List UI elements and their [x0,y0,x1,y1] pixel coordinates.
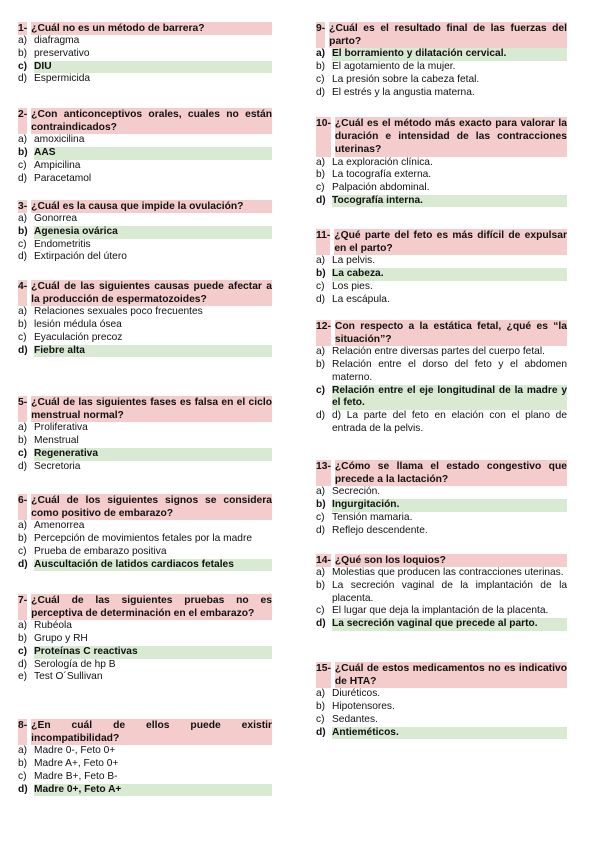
option-text: Relación entre el dorso del feto y el abdomen materno. [332,359,567,383]
option-text: preservativo [34,47,90,59]
answer-option-correct [18,226,272,239]
option-letter: c) [316,384,326,396]
option-text: Espermicida [34,73,91,85]
answer-option [316,182,567,195]
question-body: ¿Cómo se llama el estado congestivo que precede a la lactación? [334,461,567,486]
option-text: Regenerativa [34,448,272,461]
option-text: Eyaculación precoz [34,331,123,343]
option-text: Relación entre el eje longitudinal de la madre y el feto. [332,384,567,409]
answer-option [316,567,567,580]
answer-option-correct [316,618,567,631]
question-block [18,280,272,357]
answer-option [18,546,272,559]
option-text: Molestias que producen las contracciones uterinas. [332,567,564,579]
option-letter: d) [18,73,28,85]
option-letter: c) [316,605,325,617]
option-text: Fiebre alta [34,345,272,358]
option-letter: c) [18,331,27,343]
answer-option [316,580,567,605]
option-letter: c) [18,645,28,657]
answer-option [316,169,567,182]
answer-option [18,771,272,784]
answer-option-correct [316,385,567,410]
option-letter: a) [316,346,326,358]
option-text: diafragma [34,35,80,47]
option-text: Antieméticos. [332,727,567,740]
option-letter: a) [316,486,326,498]
option-text: Relación entre diversas partes del cuerpo fetal. [332,346,545,358]
question-body: ¿Cuál es el método más exacto para valorar la duración e intensidad de las contracciones uterinas? [334,118,567,156]
option-letter: d) [18,658,28,670]
option-text: Endometritis [34,238,91,250]
option-letter: d) [18,460,28,472]
answer-option [18,213,272,226]
option-letter: a) [18,134,28,146]
answer-option [316,410,567,435]
option-text: Proliferativa [34,422,88,434]
option-letter: a) [18,422,28,434]
question-number: 2- [18,108,27,134]
option-letter: a) [316,688,326,700]
option-text: Diuréticos. [332,688,381,700]
question-number: 12- [316,320,331,346]
answer-option [18,620,272,633]
question-text [18,22,272,35]
answer-option [18,319,272,332]
option-letter: c) [18,60,28,72]
option-letter: b) [316,499,326,511]
option-letter: e) [18,671,28,683]
answer-option [316,294,567,307]
option-letter: a) [316,255,326,267]
option-letter: a) [18,745,28,757]
answer-option [316,688,567,701]
question-text [18,719,272,745]
option-text: Serología de hp B [34,658,116,670]
answer-option [18,160,272,173]
question-block [316,22,567,99]
question-body: ¿Cuál es la causa que impide la ovulación? [31,200,272,213]
answer-option [18,173,272,186]
question-body: ¿Cuál de estos medicamentos no es indicativo de HTA? [334,663,567,688]
question-body: ¿Cuál de las siguientes pruebas no es perceptiva de determinación en el embarazo? [31,595,272,620]
option-letter: b) [18,225,28,237]
option-letter: d) [316,409,326,421]
answer-option [18,461,272,474]
option-text: La cabeza. [332,268,567,281]
option-letter: c) [316,511,325,523]
answer-option [316,255,567,268]
question-number: 11- [316,229,330,255]
option-text: Madre 0-, Feto 0+ [34,745,116,757]
option-text: Rubéola [34,620,72,632]
question-text [316,229,567,255]
question-block [316,320,567,435]
answer-option [18,73,272,86]
question-body: ¿Cuál no es un método de barrera? [31,22,272,35]
answer-option-correct [316,268,567,281]
option-text: Gonorrea [34,213,78,225]
answer-option [18,251,272,264]
answer-option [316,714,567,727]
option-letter: a) [316,48,326,60]
answer-option [316,157,567,170]
question-body: Con respecto a la estática fetal, ¿qué es “la situación”? [334,321,567,346]
question-text [316,117,567,157]
option-letter: d) [316,524,326,536]
answer-option-correct [18,784,272,797]
answer-option [18,520,272,533]
question-block [18,719,272,796]
question-number: 6- [18,494,27,520]
option-letter: a) [18,306,28,318]
option-letter: b) [316,701,326,713]
option-text: AAS [34,147,272,160]
question-block [316,460,567,537]
option-letter: b) [18,633,28,645]
option-letter: d) [18,344,28,356]
option-letter: c) [316,73,325,85]
answer-option [316,346,567,359]
option-letter: b) [18,758,28,770]
option-letter: a) [18,213,28,225]
option-text: Reflejo descendente. [332,524,428,536]
question-body: ¿Qué son los loquios? [335,554,567,567]
answer-option [18,533,272,546]
question-block [18,396,272,473]
question-body: ¿Cuál de las siguientes fases es falsa en el ciclo menstrual normal? [31,397,272,422]
option-letter: b) [316,359,326,371]
option-text: d) La parte del feto en elación con el plano de entrada de la pelvis. [332,409,567,434]
option-letter: c) [18,770,27,782]
answer-option-correct [316,48,567,61]
option-text: Madre 0+, Feto A+ [34,784,272,797]
option-letter: d) [316,293,326,305]
option-text: La exploración clínica. [332,156,433,168]
question-text [316,554,567,567]
option-text: amoxicilina [34,134,85,146]
answer-option-correct [316,195,567,208]
answer-option-correct [316,499,567,512]
option-letter: b) [18,435,28,447]
answer-option [18,239,272,252]
answer-option-correct [18,448,272,461]
option-text: El lugar que deja la implantación de la placenta. [332,605,549,617]
option-text: Prueba de embarazo positiva [34,545,167,557]
question-text [316,460,567,486]
answer-option [316,605,567,618]
answer-option [18,48,272,61]
question-number: 10- [316,117,331,157]
option-letter: d) [18,172,28,184]
answer-option [316,61,567,74]
question-text [18,396,272,422]
question-body: ¿Con anticonceptivos orales, cuales no están contraindicados? [31,109,272,134]
question-number: 1- [18,23,28,34]
option-text: Extirpación del útero [34,251,127,263]
answer-option [316,87,567,100]
option-letter: a) [316,567,326,579]
answer-option [18,422,272,435]
answer-option [18,134,272,147]
option-text: Palpación abdominal. [332,182,430,194]
option-text: Grupo y RH [34,633,88,645]
option-letter: c) [316,713,325,725]
question-text [18,280,272,306]
option-text: Ampicilina [34,159,81,171]
option-text: Amenorrea [34,520,85,532]
option-text: El estrés y la angustia materna. [332,86,475,98]
option-letter: d) [18,558,28,570]
option-text: Madre A+, Feto 0+ [34,758,119,770]
option-text: Madre B+, Feto B- [34,770,118,782]
option-letter: a) [316,156,326,168]
option-text: Ingurgitación. [332,499,567,512]
answer-option [18,435,272,448]
question-block [316,554,567,631]
question-block [316,229,567,306]
option-letter: a) [18,35,28,47]
option-text: DIU [34,61,272,74]
option-letter: a) [18,620,28,632]
option-text: Los pies. [332,280,373,292]
question-body: ¿En cuál de ellos puede existir incompatibilidad? [31,720,272,745]
option-letter: b) [18,47,28,59]
option-letter: b) [316,61,326,73]
question-body: ¿Cuál de los siguientes signos se considera como positivo de embarazo? [31,495,272,520]
answer-option [18,35,272,48]
option-letter: d) [18,783,28,795]
option-text: La tocografía externa. [332,169,432,181]
option-letter: d) [316,726,326,738]
answer-option [316,525,567,538]
question-block [316,662,567,739]
option-text: El agotamiento de la mujer. [332,61,456,73]
answer-option [316,701,567,714]
option-text: Secreción. [332,486,381,498]
answer-option [316,512,567,525]
answer-option [316,281,567,294]
option-text: La secreción vaginal de la implantación de la placenta. [332,579,567,604]
answer-option [316,486,567,499]
option-text: Paracetamol [34,172,92,184]
option-text: La pelvis. [332,255,376,267]
option-letter: d) [18,251,28,263]
option-letter: c) [18,238,27,250]
option-letter: a) [18,520,28,532]
option-text: Proteínas C reactivas [34,646,272,659]
option-text: Tocografía interna. [332,195,567,208]
option-letter: b) [18,533,28,545]
option-letter: b) [18,319,28,331]
answer-option-correct [18,345,272,358]
answer-option-correct [18,646,272,659]
option-letter: c) [18,447,28,459]
option-letter: b) [18,147,28,159]
option-text: La secreción vaginal que precede al parto. [332,618,567,631]
answer-option [18,671,272,684]
answer-option-correct [316,727,567,740]
answer-option-correct [18,61,272,74]
question-text [316,320,567,346]
option-letter: c) [18,545,27,557]
option-text: lesión médula ósea [34,319,122,331]
question-number: 9- [316,22,325,48]
question-block [316,117,567,207]
answer-option-correct [18,147,272,160]
option-text: Menstrual [34,435,79,447]
question-text [18,108,272,134]
answer-option-correct [18,559,272,572]
question-text [18,494,272,520]
answer-option [18,659,272,672]
option-text: La escápula. [332,293,390,305]
option-text: Sedantes. [332,713,378,725]
question-block [18,22,272,86]
option-letter: b) [316,268,326,280]
answer-option [316,359,567,384]
answer-option [18,633,272,646]
question-number: 4- [18,280,27,306]
question-number: 3- [18,201,28,212]
question-number: 14- [316,555,331,566]
question-text [316,662,567,688]
question-block [18,594,272,684]
question-body: ¿Cuál es el resultado final de las fuerzas del parto? [329,23,567,48]
option-text: Auscultación de latidos cardiacos fetales [34,559,272,572]
question-body: ¿Qué parte del feto es más difícil de expulsar en el parto? [334,230,567,255]
option-text: Agenesia ovárica [34,226,272,239]
option-text: Test O´Sullivan [34,671,103,683]
question-text [316,22,567,48]
option-letter: d) [316,194,326,206]
question-block [18,200,272,264]
answer-option [18,332,272,345]
answer-option [18,745,272,758]
question-number: 8- [18,719,27,745]
question-number: 15- [316,662,331,688]
answer-option [18,306,272,319]
option-text: Hipotensores. [332,701,395,713]
option-letter: c) [316,182,325,194]
option-letter: d) [316,618,326,630]
option-text: El borramiento y dilatación cervical. [332,48,567,61]
question-number: 13- [316,460,331,486]
option-letter: c) [18,159,27,171]
answer-option [18,758,272,771]
question-block [18,108,272,185]
option-text: Secretoria [34,460,81,472]
option-text: La presión sobre la cabeza fetal. [332,73,480,85]
option-letter: b) [316,579,326,591]
option-text: Tensión mamaria. [332,511,413,523]
option-letter: b) [316,169,326,181]
answer-option [316,74,567,87]
question-number: 7- [18,594,27,620]
option-text: Relaciones sexuales poco frecuentes [34,306,203,318]
question-text [18,200,272,213]
option-letter: d) [316,86,326,98]
question-number: 5- [18,396,27,422]
question-body: ¿Cuál de las siguientes causas puede afectar a la producción de espermatozoides? [31,281,272,306]
question-text [18,594,272,620]
question-block [18,494,272,571]
option-letter: c) [316,280,325,292]
option-text: Percepción de movimientos fetales por la madre [34,533,253,545]
